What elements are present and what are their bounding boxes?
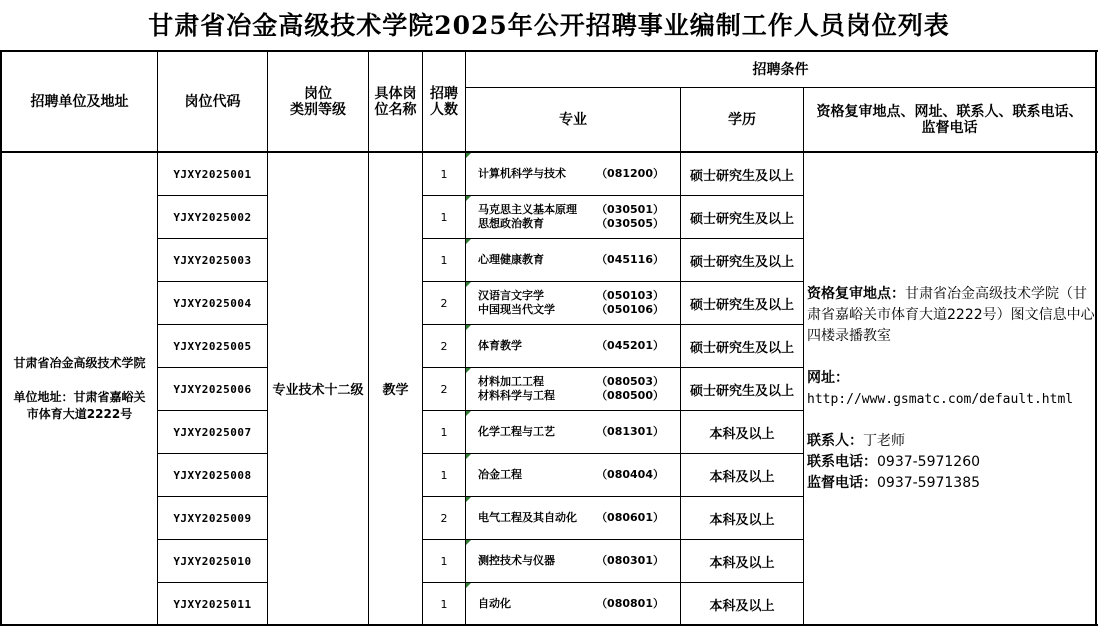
major-item	[478, 203, 664, 217]
unit-address-line1: 单位地址：甘肃省嘉峪关	[13, 389, 146, 404]
table-row-count: 1	[440, 468, 448, 482]
major-code: （080801）	[596, 597, 664, 610]
major-item	[478, 339, 664, 353]
contact-phone-value: 0937-5971260	[877, 454, 981, 470]
major-item	[478, 289, 664, 303]
table-row-education: 硕士研究生及以上	[689, 254, 794, 270]
table-row-education: 本科及以上	[709, 555, 775, 571]
website-label: 网址：	[807, 370, 849, 386]
major-name: 心理健康教育	[478, 253, 544, 266]
major-code: （045116）	[596, 253, 664, 266]
header-position	[369, 52, 422, 151]
table-row-count: 1	[440, 597, 448, 611]
table-row-education: 硕士研究生及以上	[689, 211, 794, 227]
header-category	[268, 52, 368, 151]
table-row-code: YJXY2025010	[173, 554, 252, 568]
major-name: 中国现当代文学	[478, 303, 555, 316]
major-item	[478, 511, 664, 525]
major-item	[478, 167, 664, 181]
cell-marker-icon	[466, 196, 471, 201]
cell-marker-icon	[466, 282, 471, 287]
major-code: （050103）	[596, 289, 664, 302]
cell-marker-icon	[466, 540, 471, 545]
table-row-code: YJXY2025008	[173, 468, 252, 482]
contact-person	[807, 431, 1095, 452]
cell-marker-icon	[466, 411, 471, 416]
header-category-line2: 类别等级	[290, 101, 346, 118]
table-row-education: 本科及以上	[709, 512, 775, 528]
cell-marker-icon	[466, 239, 471, 244]
contact-phone	[807, 452, 1095, 473]
header-review	[804, 88, 1095, 151]
supervise-phone-value: 0937-5971385	[877, 475, 981, 491]
major-code: （050106）	[596, 303, 664, 316]
header-count-line2: 人数	[430, 101, 458, 118]
cell-marker-icon	[466, 497, 471, 502]
major-name: 化学工程与工艺	[478, 425, 555, 438]
table-row-code: YJXY2025011	[173, 597, 252, 611]
table-row-education: 硕士研究生及以上	[689, 340, 794, 356]
major-code: （030505）	[596, 217, 664, 230]
website-url[interactable]: http://www.gsmatc.com/default.html	[807, 392, 1074, 407]
major-item	[478, 554, 664, 568]
major-item	[478, 375, 664, 389]
major-name: 自动化	[478, 597, 511, 610]
major-name: 思想政治教育	[478, 217, 544, 230]
table-row-major	[478, 153, 664, 195]
major-name: 计算机科学与技术	[478, 167, 566, 180]
major-code: （030501）	[596, 203, 664, 216]
table-row-count: 1	[440, 554, 448, 568]
table-row-major	[478, 540, 664, 582]
header-count-line1: 招聘	[430, 85, 458, 102]
header-unit: 招聘单位及地址	[30, 93, 129, 110]
table-row-education: 硕士研究生及以上	[689, 168, 794, 184]
major-item	[478, 389, 664, 403]
table-row-education: 本科及以上	[709, 598, 775, 614]
header-count	[423, 52, 465, 151]
table-row-code: YJXY2025009	[173, 511, 252, 525]
major-name: 材料科学与工程	[478, 389, 555, 402]
header-review-line1: 资格复审地点、网址、联系人、联系电话、	[816, 103, 1083, 120]
table-row-count: 2	[440, 382, 448, 396]
major-item	[478, 217, 664, 231]
contact-person-label: 联系人：	[807, 433, 863, 449]
major-name: 电气工程及其自动化	[478, 511, 577, 524]
table-row-code: YJXY2025005	[173, 339, 252, 353]
cell-marker-icon	[466, 454, 471, 459]
table-row-count: 1	[440, 425, 448, 439]
major-name: 体育教学	[478, 339, 522, 352]
cell-marker-icon	[466, 325, 471, 330]
table-row-code: YJXY2025003	[173, 253, 252, 267]
major-code: （081301）	[596, 425, 664, 438]
table-row-major	[478, 411, 664, 453]
header-conditions: 招聘条件	[752, 61, 809, 78]
major-item	[478, 253, 664, 267]
major-code: （080404）	[596, 468, 664, 481]
table-row-count: 2	[440, 339, 448, 353]
table-row-major	[478, 325, 664, 367]
major-item	[478, 597, 664, 611]
table-row-major	[478, 196, 664, 238]
supervise-phone-label: 监督电话：	[807, 475, 877, 491]
table-row-count: 1	[440, 167, 448, 181]
major-item	[478, 468, 664, 482]
table-row-code: YJXY2025002	[173, 210, 252, 224]
table-row-major	[478, 497, 664, 539]
table-row-major	[478, 454, 664, 496]
table-row-code: YJXY2025001	[173, 167, 252, 181]
table-row-code: YJXY2025007	[173, 425, 252, 439]
major-code: （081200）	[596, 167, 664, 180]
page-title: 甘肃省冶金高级技术学院2025年公开招聘事业编制工作人员岗位列表	[148, 11, 950, 40]
header-major: 专业	[559, 111, 587, 128]
position-cell: 教学	[382, 383, 409, 398]
major-name: 马克思主义基本原理	[478, 203, 577, 216]
major-name: 材料加工工程	[478, 375, 544, 388]
unit-name: 甘肃省冶金高级技术学院	[13, 355, 146, 370]
table-row-code: YJXY2025006	[173, 382, 252, 396]
unit-address-line2: 市体育大道2222号	[26, 406, 133, 421]
contact-person-value: 丁老师	[863, 433, 905, 449]
review-location-label: 资格复审地点：	[807, 286, 905, 302]
unit-cell	[2, 153, 157, 624]
major-code: （080601）	[596, 511, 664, 524]
major-code: （045201）	[596, 339, 664, 352]
table-row-count: 1	[440, 253, 448, 267]
header-education: 学历	[728, 111, 756, 128]
header-category-line1: 岗位	[304, 85, 332, 102]
cell-marker-icon	[466, 368, 471, 373]
table-row-count: 2	[440, 511, 448, 525]
table-row-count: 2	[440, 296, 448, 310]
table-row-major	[478, 368, 664, 410]
supervise-phone	[807, 473, 1095, 494]
header-position-line1: 具体岗	[374, 85, 417, 102]
major-code: （080301）	[596, 554, 664, 567]
table-row-education: 硕士研究生及以上	[689, 383, 794, 399]
review-location	[807, 284, 1095, 347]
contact-phone-label: 联系电话：	[807, 454, 877, 470]
header-review-line2: 监督电话	[921, 119, 978, 136]
cell-marker-icon	[466, 153, 471, 158]
major-name: 冶金工程	[478, 468, 522, 481]
table-row-education: 硕士研究生及以上	[689, 297, 794, 313]
table-row-major	[478, 239, 664, 281]
review-info	[807, 284, 1095, 494]
category-cell: 专业技术十二级	[272, 383, 364, 398]
table-row-code: YJXY2025004	[173, 296, 252, 310]
review-location-text: 甘肃省冶金高级技术学院（甘肃省嘉峪关市体育大道2222号）图文信息中心四楼录播教室	[807, 286, 1095, 344]
header-code: 岗位代码	[184, 93, 241, 110]
table-row-education: 本科及以上	[709, 469, 775, 485]
major-name: 汉语言文字学	[478, 289, 544, 302]
major-item	[478, 303, 664, 317]
major-name: 测控技术与仪器	[478, 554, 555, 567]
major-code: （080503）	[596, 375, 664, 388]
table-row-major	[478, 282, 664, 324]
header-position-line2: 位名称	[374, 101, 417, 118]
table-row-education: 本科及以上	[709, 426, 775, 442]
major-code: （080500）	[596, 389, 664, 402]
table-row-count: 1	[440, 210, 448, 224]
table-row-major	[478, 583, 664, 625]
cell-marker-icon	[466, 583, 471, 588]
major-item	[478, 425, 664, 439]
